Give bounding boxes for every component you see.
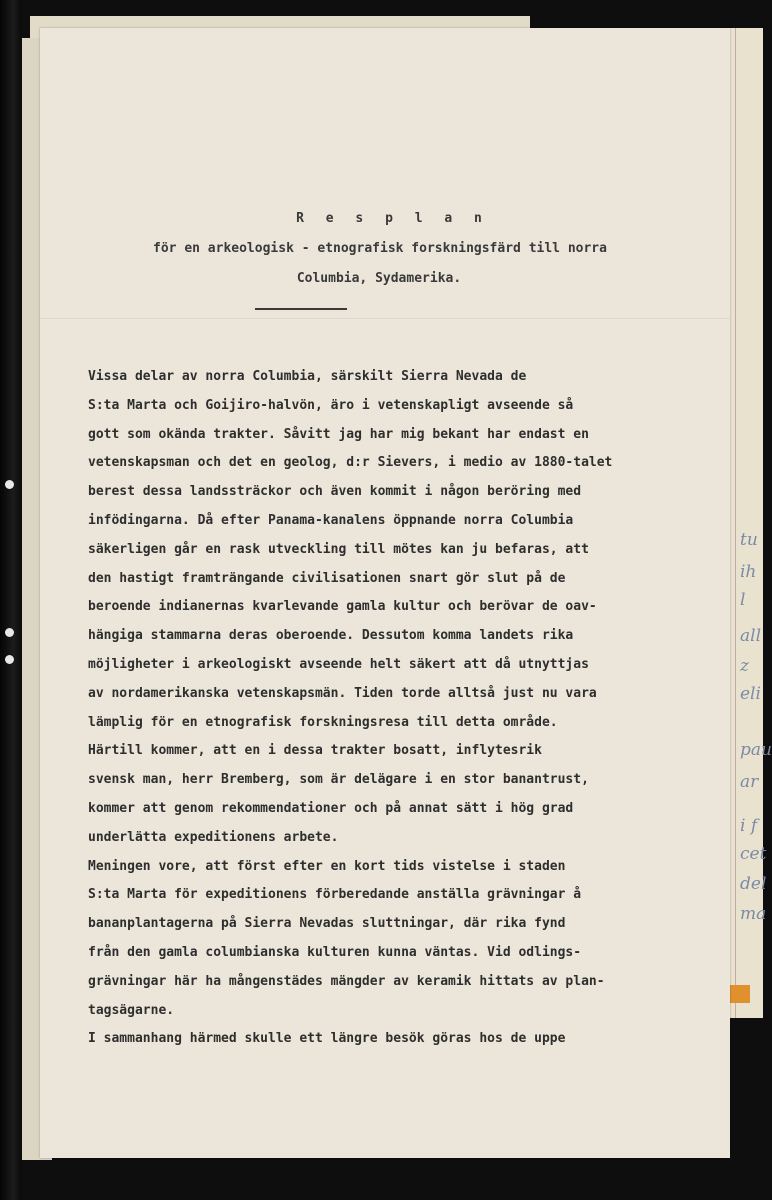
handwriting-fragment: i f (740, 816, 758, 836)
handwriting-fragment: all (740, 626, 762, 646)
paragraph: Meningen vore, att först efter en kort tids vistelse i staden S:ta Marta för expeditionens förberedande anställa grävningar å bananplantagerna på Sierra Nevadas sluttningar, där rika fynd från den gamla columbianska kulturen kunna väntas. Vid odlings- grävningar här ha mångenstädes mängder av keramik hittats av plan- tagsägarne. (88, 858, 605, 1018)
binder-hole (5, 628, 14, 637)
paragraph: Vissa delar av norra Columbia, särskilt Sierra Nevada de S:ta Marta och Goijiro-halvön, äro i vetenskapligt avseende så gott som okända trakter. Såvitt jag har mig bekant har endast en vetenskapsman och det en geolog, d:r Sievers, i medio av 1880-talet berest dessa landssträckor och även kommit i någon beröring med infödingarna. Då efter Panama-kanalens öppnande norra Columbia säkerligen går en rask utveckling till mötes kan ju befaras, att den hastigt framträngande civilisationen snart gör slut på de beroende indianernas kvarlevande gamla kultur och berövar de oav- hängiga stammarna deras oberoende. Dessutom komma landets rika möjligheter i arkeologiskt avseende helt säkert att då utnyttjas av nordamerikanska vetenskapsmän. Tiden torde alltså just nu vara lämplig för en etnografisk forskningsresa till detta område. (88, 369, 613, 730)
document-title: R e s p l a n (296, 211, 489, 226)
handwriting-fragment: ma (740, 904, 767, 924)
handwriting-fragment: ar (740, 772, 759, 792)
binder-strip (0, 0, 22, 1200)
body-text (88, 363, 688, 1054)
handwriting-fragment: l (740, 590, 746, 610)
paragraph: I sammanhang härmed skulle ett längre besök göras hos de uppe (88, 1031, 566, 1047)
paragraph: Härtill kommer, att en i dessa trakter bosatt, inflytesrik svensk man, herr Bremberg, som är delägare i en stor banantrust, kommer att genom rekommendationer och på annat sätt i hög grad underlätta expeditionens arbete. (88, 743, 589, 845)
handwriting-fragment: del (740, 874, 767, 894)
document-subtitle-2: Columbia, Sydamerika. (296, 271, 462, 286)
handwriting-fragment: eli (740, 684, 761, 704)
handwriting-fragment: pau (740, 740, 772, 760)
typewritten-page (40, 28, 730, 1158)
title-underline (255, 308, 347, 310)
title-block (40, 204, 730, 294)
document-subtitle: för en arkeologisk - etnografisk forskningsfärd till norra (153, 241, 607, 256)
handwriting-fragment: cet (740, 844, 767, 864)
handwriting-fragment: ih (740, 562, 757, 582)
handwriting-fragment: tu (740, 530, 758, 550)
handwriting-fragment: z (740, 656, 749, 676)
binder-hole (5, 655, 14, 664)
margin-line (735, 28, 736, 1018)
orange-tab (730, 985, 750, 1003)
binder-hole (5, 480, 14, 489)
